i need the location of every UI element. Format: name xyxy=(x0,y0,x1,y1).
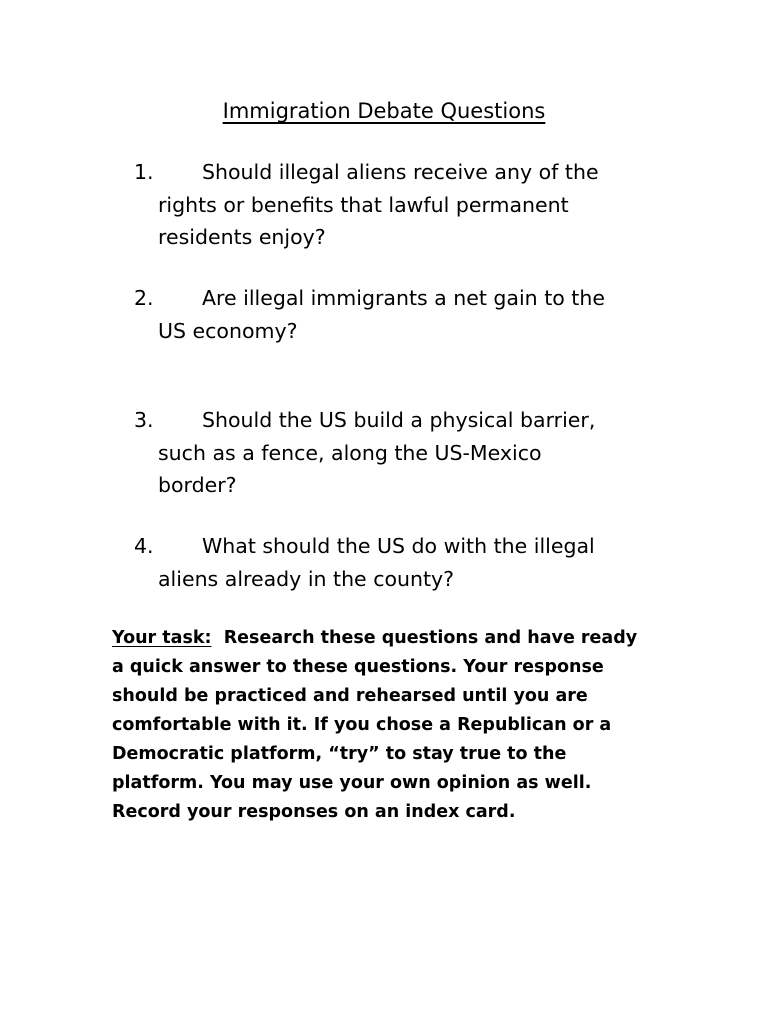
question-text-line: rights or benefits that lawful permanent xyxy=(158,192,569,217)
task-label: Your task: xyxy=(112,628,212,648)
task-text-line: Democratic platform, “try” to stay true to the xyxy=(112,744,567,764)
task-text-line: Research these questions and have ready xyxy=(223,628,638,648)
question-text-line: Are illegal immigrants a net gain to the xyxy=(202,286,605,310)
task-instructions xyxy=(112,624,672,827)
question-text-line: aliens already in the county? xyxy=(158,566,455,591)
task-text-line: should be practiced and rehearsed until you are xyxy=(112,686,588,706)
question-1 xyxy=(134,156,664,254)
question-text-line: US economy? xyxy=(158,318,298,343)
question-text-line: residents enjoy? xyxy=(158,225,326,249)
question-text-line: such as a fence, along the US-Mexico xyxy=(158,440,542,465)
question-number: 2. xyxy=(134,286,154,310)
question-number: 3. xyxy=(134,408,154,432)
question-2 xyxy=(134,282,664,347)
task-text-line: platform. You may use your own opinion as well. xyxy=(112,773,592,793)
question-text-line: What should the US do with the illegal xyxy=(202,534,595,558)
question-4 xyxy=(134,530,664,595)
question-number: 1. xyxy=(134,160,154,184)
question-text-line: Should the US build a physical barrier, xyxy=(202,408,596,432)
task-text-line: a quick answer to these questions. Your response xyxy=(112,657,604,677)
task-text-line: comfortable with it. If you chose a Republican or a xyxy=(112,715,612,735)
task-text-line: Record your responses on an index card. xyxy=(112,802,516,822)
question-text-line: border? xyxy=(158,473,237,497)
document-title: Immigration Debate Questions xyxy=(222,99,546,123)
question-number: 4. xyxy=(134,534,154,558)
question-3 xyxy=(134,404,664,502)
question-text-line: Should illegal aliens receive any of the xyxy=(202,160,599,184)
